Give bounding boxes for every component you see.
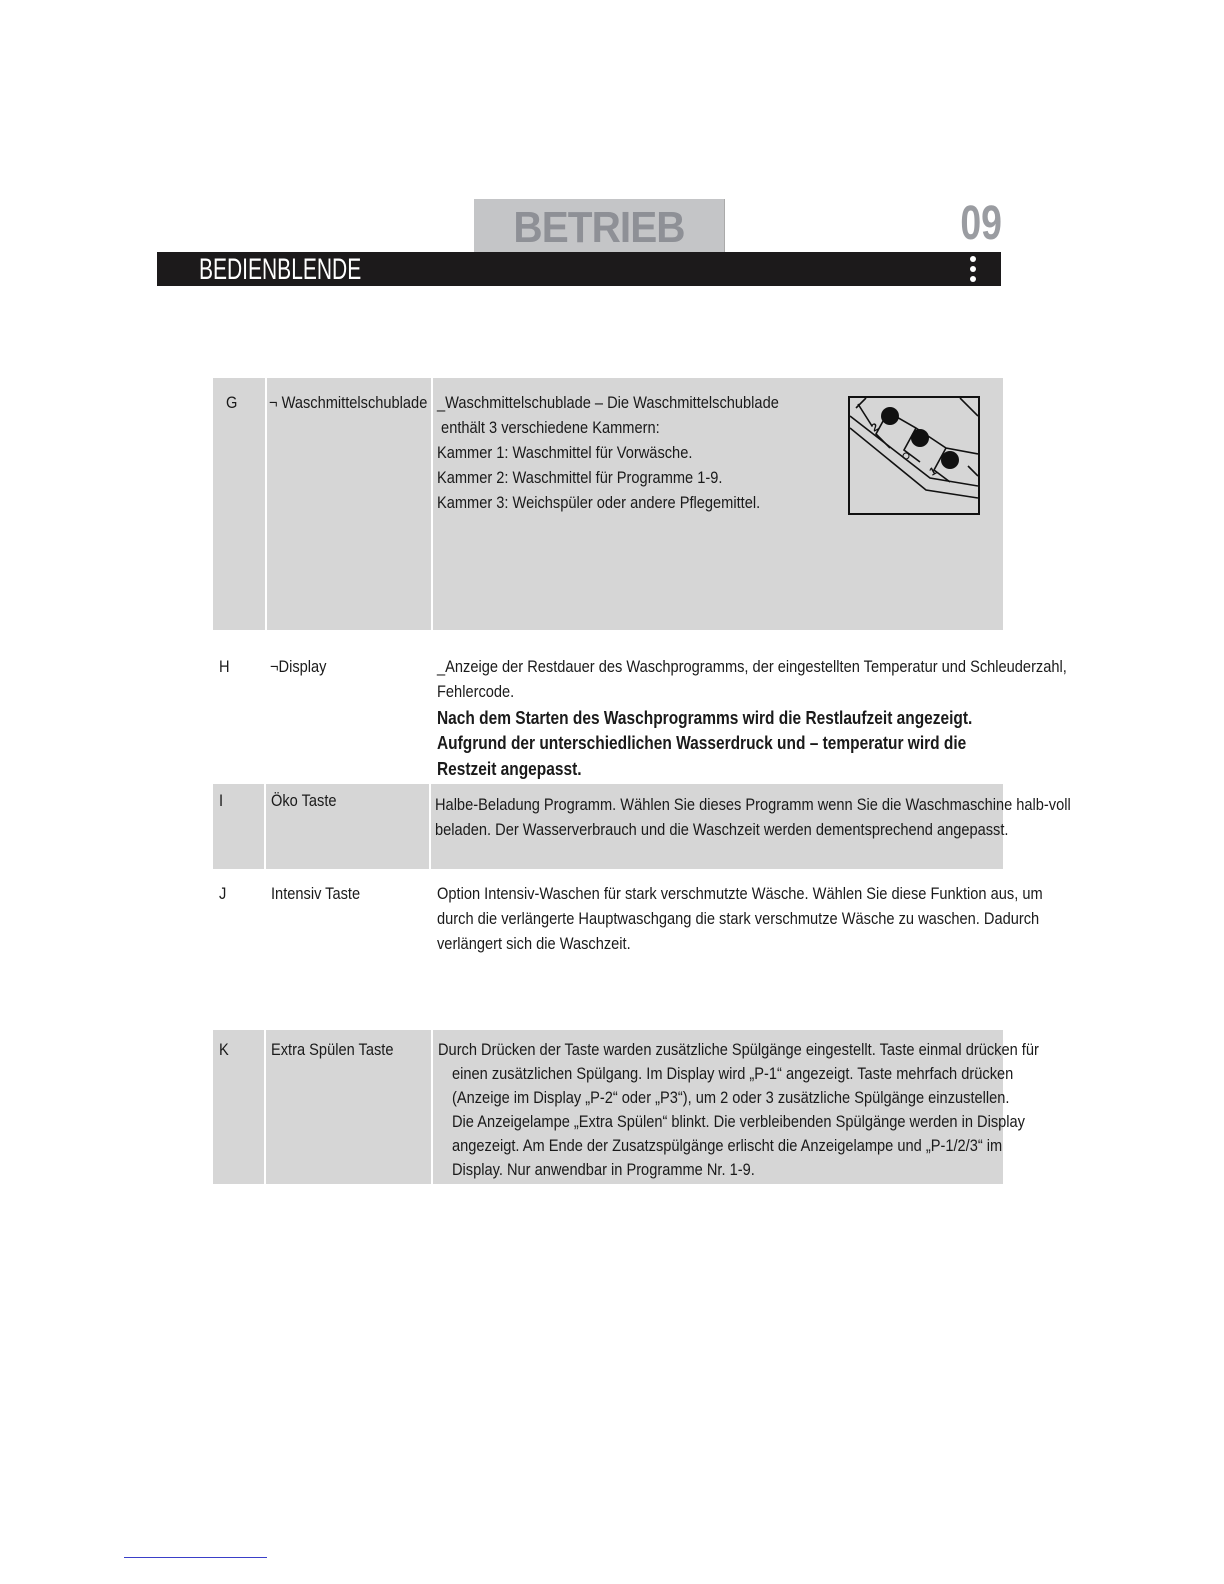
row-g-desc-2: enthält 3 verschiedene Kammern:: [437, 418, 660, 437]
row-h-desc-2: Fehlercode.: [437, 682, 515, 701]
row-i-letter: I: [219, 791, 224, 810]
row-h-name: ¬Display: [270, 657, 327, 676]
detergent-drawer-icon: [850, 398, 978, 513]
row-k-desc-3: (Anzeige im Display „P-2“ oder „P3“), um 2 oder 3 zusätzliche Spülgänge einzustellen.: [452, 1088, 1010, 1107]
compartment-2-label: 2: [869, 421, 881, 435]
row-k-letter: K: [219, 1040, 229, 1059]
header-bar-title: BEDIENBLENDE: [199, 253, 362, 286]
row-k-desc-6: Display. Nur anwendbar in Programme Nr. 1-9.: [452, 1160, 755, 1179]
row-k-desc-4: Die Anzeigelampe „Extra Spülen“ blinkt. Die verbleibenden Spülgänge werden in Display: [452, 1112, 1025, 1131]
row-g-desc-1: _Waschmittelschublade – Die Waschmittelschublade: [437, 393, 779, 412]
row-j-desc-1: Option Intensiv-Waschen für stark verschmutzte Wäsche. Wählen Sie diese Funktion aus, um: [437, 884, 1043, 903]
row-g-desc-3: Kammer 1: Waschmittel für Vorwäsche.: [437, 443, 693, 462]
row-i-name: Öko Taste: [271, 791, 337, 810]
row-j-letter: J: [219, 884, 227, 903]
row-j-desc-2: durch die verlängerte Hauptwaschgang die stark verschmutze Wäsche zu waschen. Dadurch: [437, 909, 1040, 928]
row-k-desc-1: Durch Drücken der Taste warden zusätzliche Spülgänge eingestellt. Taste einmal drücken für: [438, 1040, 1039, 1059]
row-k-desc-5: angezeigt. Am Ende der Zusatzspülgänge erlischt die Anzeigelampe und „P-1/2/3“ im: [452, 1136, 1003, 1155]
compartment-1-label: 1: [927, 465, 939, 479]
row-j-desc-3: verlängert sich die Waschzeit.: [437, 934, 631, 953]
row-h-bold-3: Restzeit angepasst.: [437, 759, 582, 779]
detergent-drawer-illustration: [848, 396, 980, 515]
row-g-letter: G: [226, 393, 238, 412]
row-g-name: ¬ Waschmittelschublade: [269, 393, 428, 412]
section-title: BETRIEB: [513, 203, 685, 252]
row-g-desc-4: Kammer 2: Waschmittel für Programme 1-9.: [437, 468, 723, 487]
row-h-bold-1: Nach dem Starten des Waschprogramms wird die Restlaufzeit angezeigt.: [437, 708, 973, 728]
row-g-desc-5: Kammer 3: Weichspüler oder andere Pflegemittel.: [437, 493, 761, 512]
row-h-desc-1: _Anzeige der Restdauer des Waschprogramms, der eingestellten Temperatur und Schleuderzahl,: [437, 657, 1067, 676]
row-i-desc-1: Halbe-Beladung Programm. Wählen Sie dieses Programm wenn Sie die Waschmaschine halb-voll: [435, 795, 1071, 814]
page-number: 09: [960, 197, 1002, 250]
row-h-letter: H: [219, 657, 230, 676]
footer-rule: [124, 1557, 267, 1558]
row-k-desc-2: einen zusätzlichen Spülgang. Im Display wird „P-1“ angezeigt. Taste mehrfach drücken: [452, 1064, 1014, 1083]
row-k-name: Extra Spülen Taste: [271, 1040, 394, 1059]
row-i-desc-2: beladen. Der Wasserverbrauch und die Waschzeit werden dementsprechend angepasst.: [435, 820, 1009, 839]
vertical-dots-icon: [969, 256, 977, 286]
row-h-bold-2: Aufgrund der unterschiedlichen Wasserdruck und – temperatur wird die: [437, 733, 967, 753]
row-j-name: Intensiv Taste: [271, 884, 361, 903]
header-bar: [157, 252, 1001, 286]
section-tab: [474, 199, 725, 252]
